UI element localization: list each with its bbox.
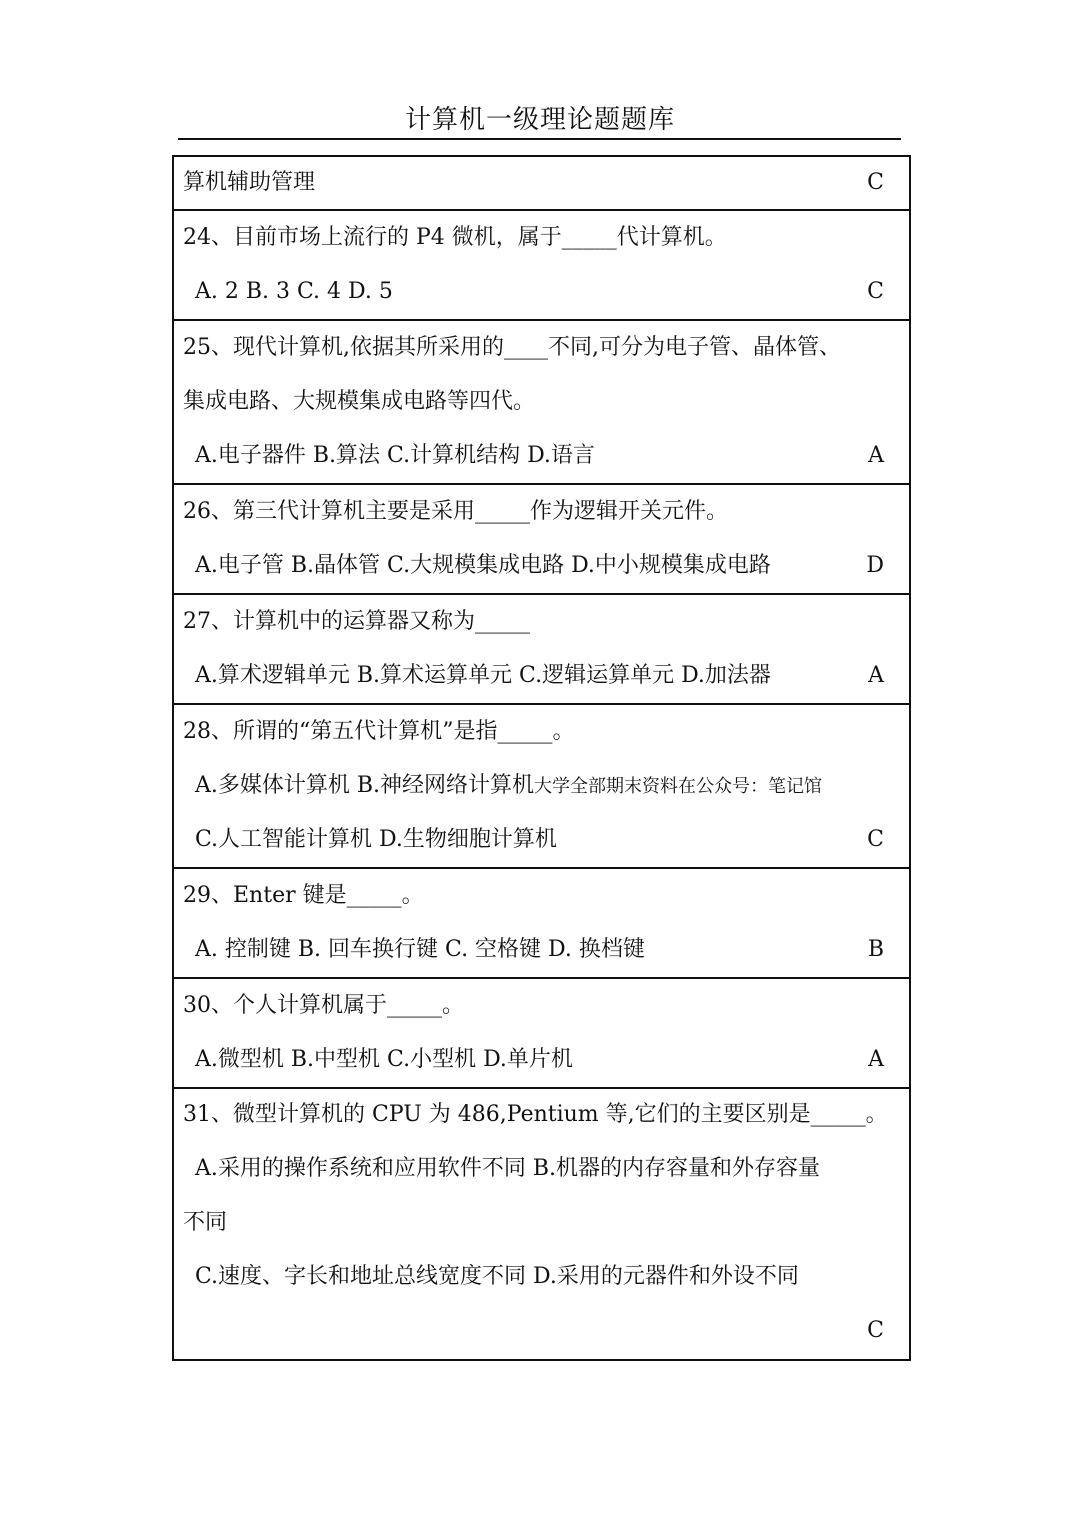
- options-text: C.速度、字长和地址总线宽度不同 D.采用的元器件和外设不同: [195, 1264, 799, 1289]
- options-text: A. 控制键 B. 回车换行键 C. 空格键 D. 换档键: [195, 937, 645, 962]
- question-text: 30、个人计算机属于_____。: [183, 993, 464, 1018]
- question-text: 31、微型计算机的 CPU 为 486,Pentium 等,它们的主要区别是_____。: [183, 1102, 888, 1127]
- answer-letter: C: [867, 279, 884, 304]
- options-text: A.微型机 B.中型机 C.小型机 D.单片机: [195, 1047, 573, 1072]
- options-line: [183, 649, 909, 703]
- answer-letter: A: [868, 443, 884, 468]
- options-line: [183, 429, 909, 483]
- options-line: [183, 265, 909, 319]
- question-text: 集成电路、大规模集成电路等四代。: [183, 389, 536, 414]
- question-text: 27、计算机中的运算器又称为_____: [183, 609, 530, 634]
- table-row: [174, 211, 909, 321]
- options-text: A.采用的操作系统和应用软件不同 B.机器的内存容量和外存容量: [195, 1156, 821, 1181]
- promo-note: 大学全部期末资料在公众号：笔记馆: [534, 776, 823, 797]
- options-text: A.电子器件 B.算法 C.计算机结构 D.语言: [195, 443, 595, 468]
- question-text: 28、所谓的“第五代计算机”是指_____。: [183, 719, 575, 744]
- options-line: [183, 1143, 909, 1197]
- options-text: A. 2 B. 3 C. 4 D. 5: [195, 279, 393, 304]
- options-line: [183, 759, 909, 813]
- question-line: [183, 1089, 909, 1143]
- options-text: A.算术逻辑单元 B.算术运算单元 C.逻辑运算单元 D.加法器: [195, 663, 771, 688]
- answer-letter: C: [867, 827, 884, 852]
- options-text: A.电子管 B.晶体管 C.大规模集成电路 D.中小规模集成电路: [195, 553, 771, 578]
- answer-letter: B: [867, 937, 884, 962]
- question-text: 25、现代计算机,依据其所采用的____不同,可分为电子管、晶体管、: [183, 335, 841, 360]
- question-line: [183, 211, 909, 265]
- options-text: 不同: [183, 1210, 228, 1235]
- question-table: [172, 155, 911, 1361]
- question-text: 算机辅助管理: [183, 170, 316, 195]
- answer-letter: C: [867, 170, 884, 195]
- title-underline: [178, 138, 901, 140]
- question-text: 26、第三代计算机主要是采用_____作为逻辑开关元件。: [183, 499, 728, 524]
- question-line: [183, 375, 909, 429]
- table-row: [174, 869, 909, 979]
- question-line: [183, 869, 909, 923]
- question-line: [183, 705, 909, 759]
- options-line: [183, 1197, 909, 1251]
- table-row: [174, 485, 909, 595]
- page-title: 计算机一级理论题题库: [404, 105, 675, 135]
- question-line: [183, 485, 909, 539]
- table-row: [174, 1089, 909, 1361]
- question-line: [183, 157, 909, 209]
- table-row: [174, 705, 909, 869]
- question-line: [183, 595, 909, 649]
- options-line: [183, 813, 909, 867]
- question-text: 29、Enter 键是_____。: [183, 883, 424, 908]
- answer-line: [183, 1305, 909, 1359]
- options-line: [183, 1033, 909, 1087]
- answer-letter: D: [866, 553, 884, 578]
- table-row: [174, 157, 909, 211]
- answer-letter: A: [868, 663, 884, 688]
- table-row: [174, 979, 909, 1089]
- options-text: C.人工智能计算机 D.生物细胞计算机: [195, 827, 557, 852]
- table-row: [174, 595, 909, 705]
- question-line: [183, 979, 909, 1033]
- answer-letter: A: [868, 1047, 884, 1072]
- options-line: [183, 1251, 909, 1305]
- options-line: [183, 923, 909, 977]
- table-row: [174, 321, 909, 485]
- question-line: [183, 321, 909, 375]
- question-text: 24、目前市场上流行的 P4 微机，属于_____代计算机。: [183, 225, 727, 250]
- options-line: [183, 539, 909, 593]
- options-text: A.多媒体计算机 B.神经网络计算机: [195, 773, 535, 798]
- answer-letter: C: [867, 1318, 884, 1343]
